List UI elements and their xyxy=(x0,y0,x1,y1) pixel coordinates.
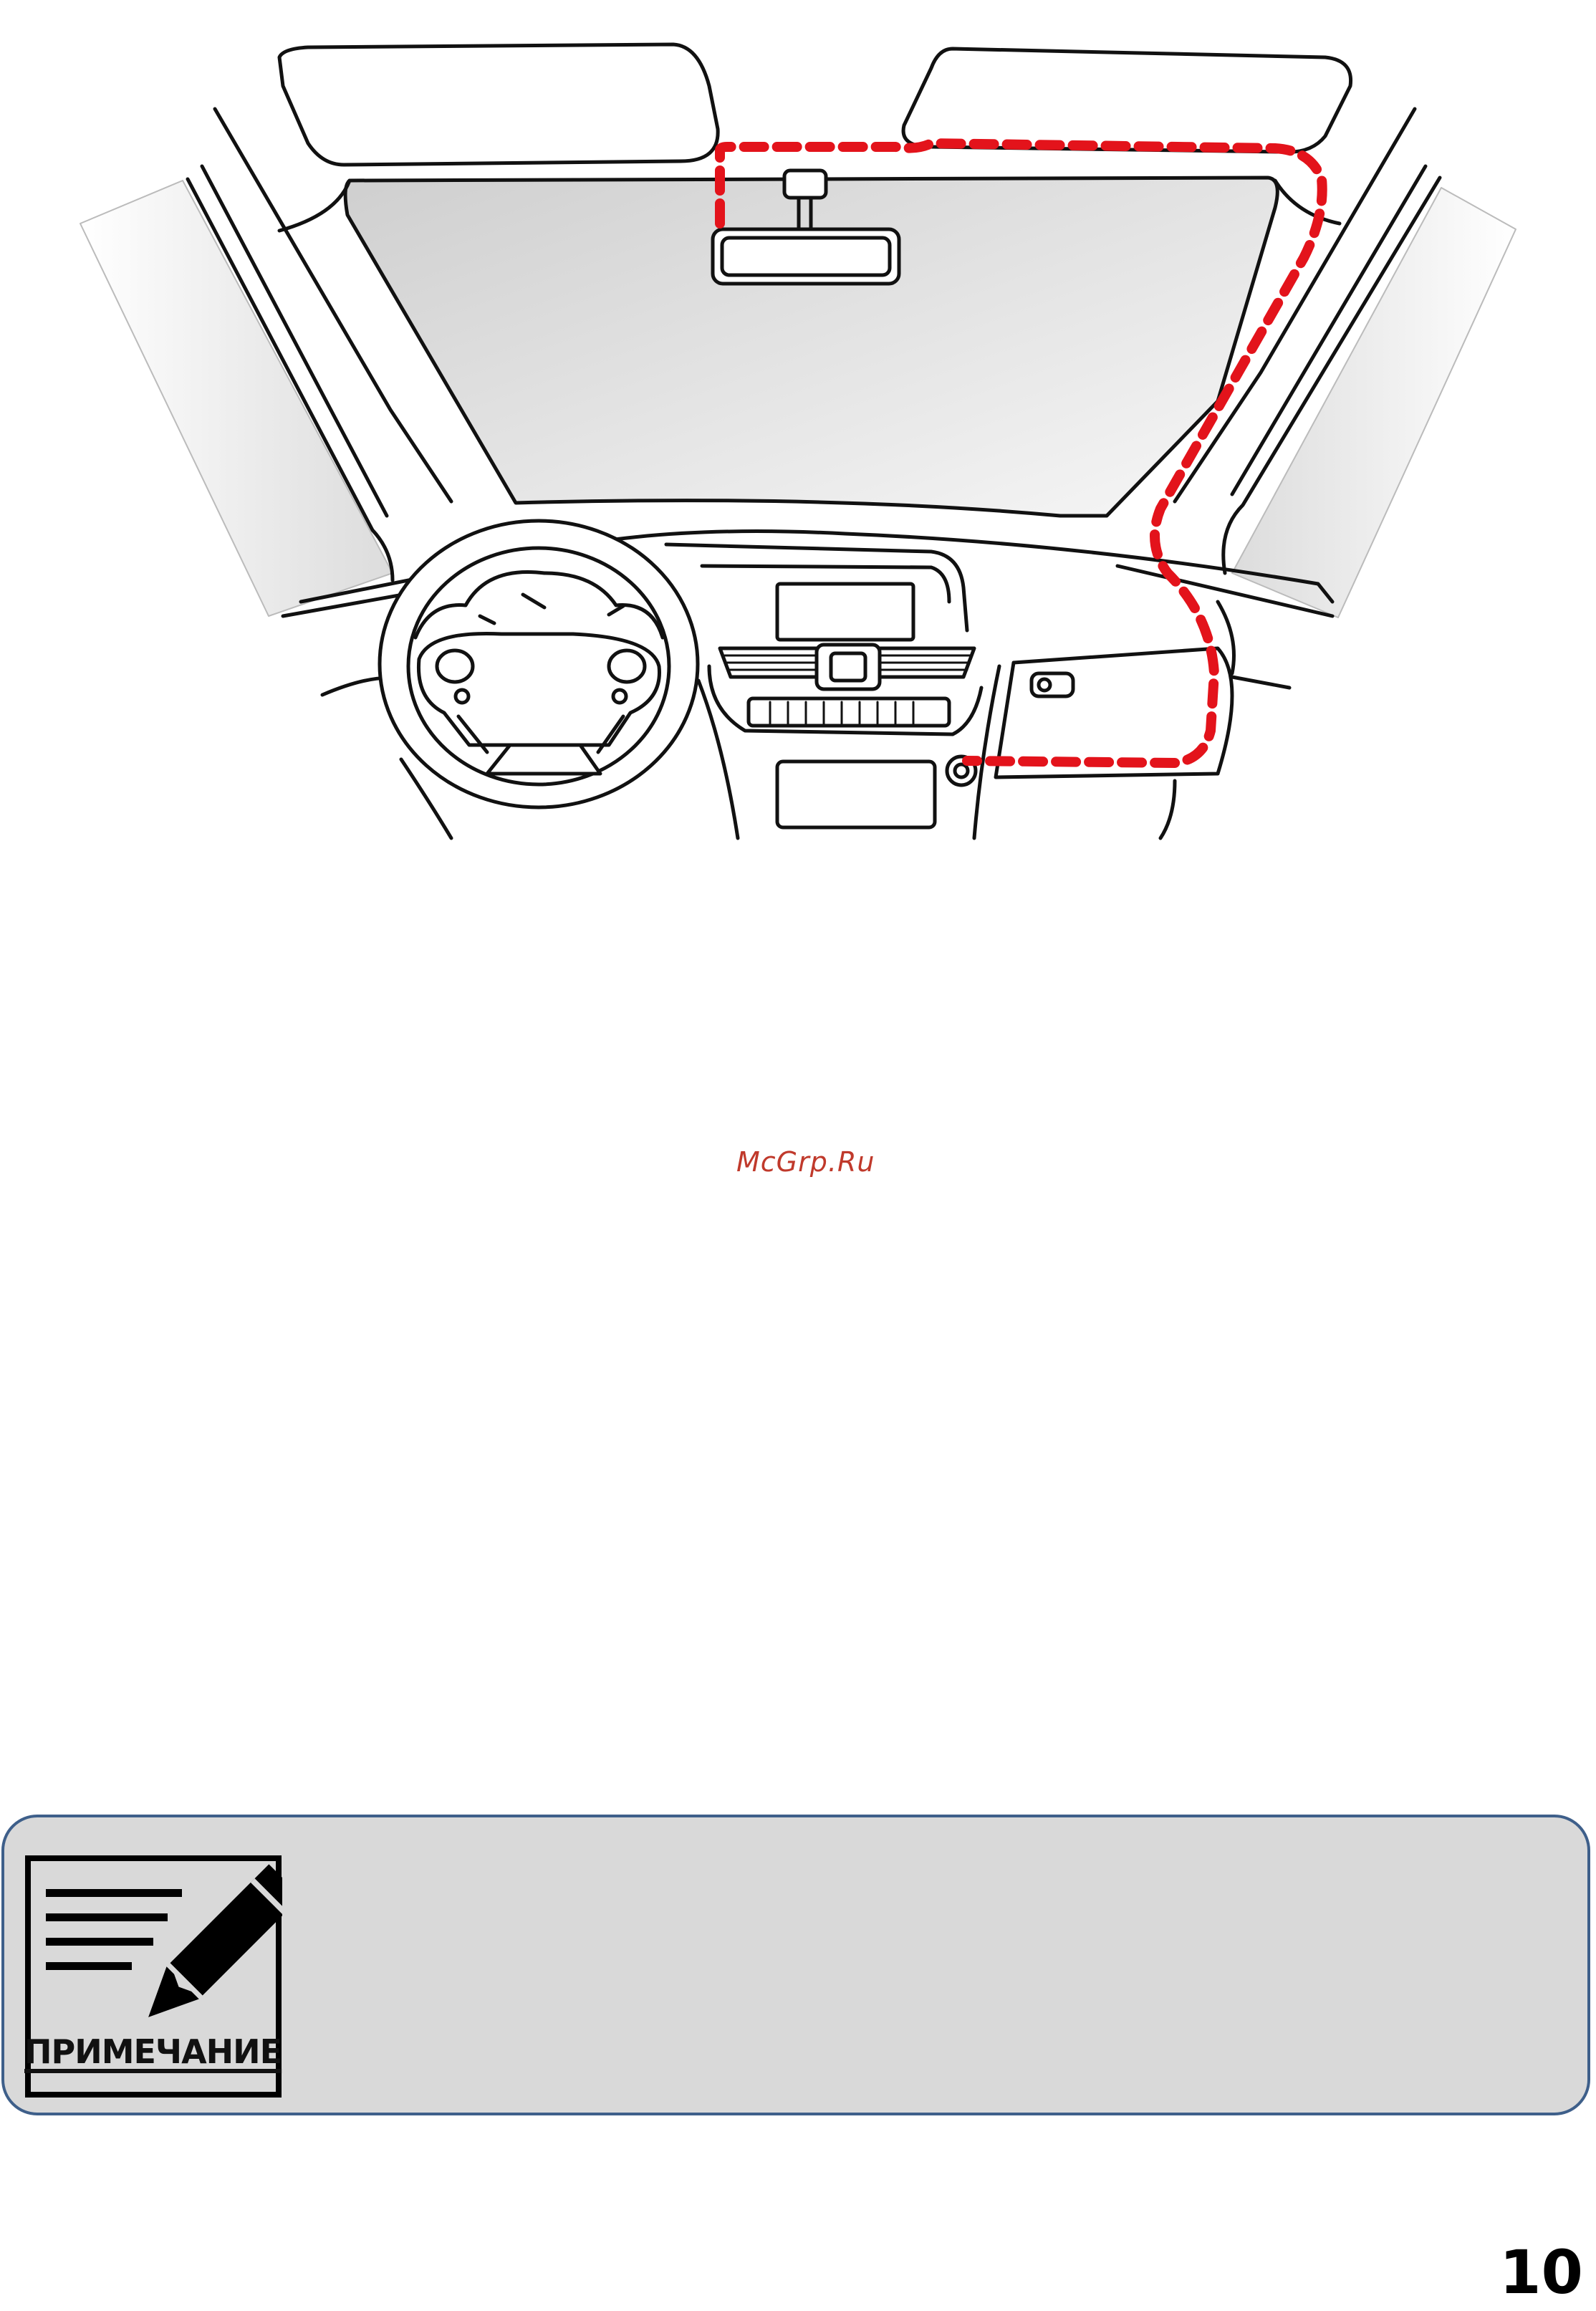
console-panel xyxy=(777,761,935,827)
left-sun-visor xyxy=(279,44,718,165)
infotainment-screen xyxy=(777,584,913,640)
mirror-mount xyxy=(784,170,826,198)
page-number: 10 xyxy=(1499,2237,1583,2307)
right-sun-visor xyxy=(903,49,1350,152)
note-label: ПРИМЕЧАНИЕ xyxy=(24,2032,282,2071)
lower-vent xyxy=(749,698,949,726)
car-interior-cable-routing-illustration xyxy=(0,0,1596,860)
note-box xyxy=(1,1815,1590,2115)
hazard-button xyxy=(817,645,880,689)
watermark-text: McGrp.Ru xyxy=(736,1146,875,1178)
left-side-window xyxy=(80,181,393,616)
